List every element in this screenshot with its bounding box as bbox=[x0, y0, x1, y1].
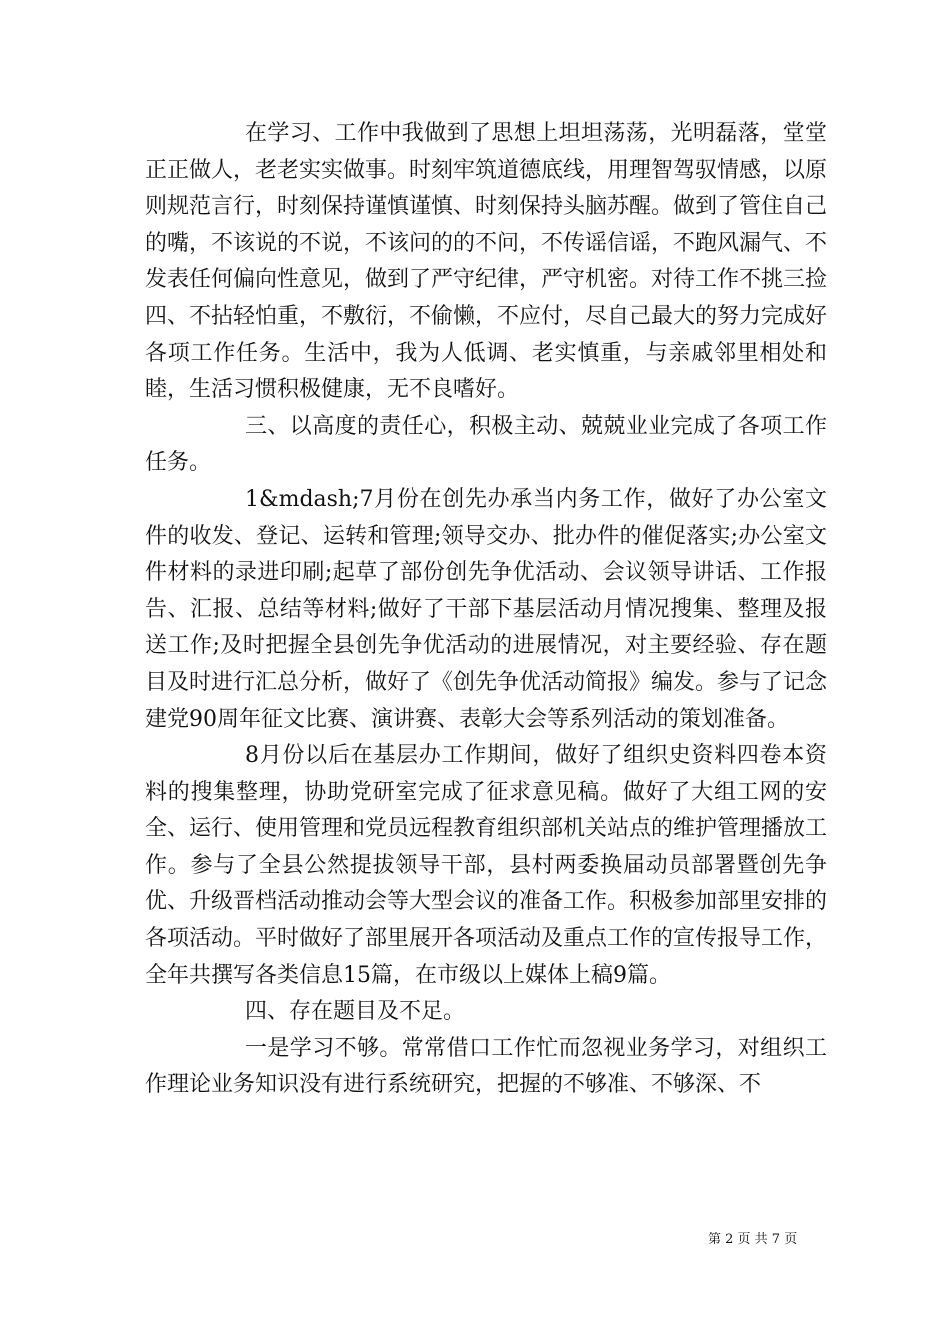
paragraph-aug-onward-work: 8月份以后在基层办工作期间，做好了组织史资料四卷本资料的搜集整理，协助党研室完成了征求意见稿。做好了大组工网的安全、运行、使用管理和党员远程教育组织部机关站点的维护管理播放工作。参与了全县公然提拔领导干部，县村两委换届动员部署暨创先争优、升级晋档活动推动会等大型会议的准备工作。积极参加部里安排的各项活动。平时做好了部里展开各项活动及重点工作的宣传报导工作，全年共撰写各类信息15篇，在市级以上媒体上稿9篇。 bbox=[145, 743, 828, 988]
paragraph-conduct: 在学习、工作中我做到了思想上坦坦荡荡，光明磊落，堂堂正正做人，老老实实做事。时刻牢筑道德底线，用理智驾驭情感，以原则规范言行，时刻保持谨慎谨慎、时刻保持头脑苏醒。做到了管住自己的嘴，不该说的不说，不该问的的不问，不传谣信谣，不跑风漏气、不发表任何偏向性意见，做到了严守纪律，严守机密。对待工作不挑三捡四、不拈轻怕重，不敷衍，不偷懒，不应付，尽自己最大的努力完成好各项工作任务。生活中，我为人低调、老实慎重，与亲戚邻里相处和睦，生活习惯积极健康，无不良嗜好。 bbox=[145, 121, 828, 403]
paragraph-section-four-heading: 四、存在题目及不足。 bbox=[245, 999, 466, 1025]
page-number: 第 2 页 共 7 页 bbox=[708, 1232, 798, 1247]
paragraph-section-three-heading: 三、以高度的责任心，积极主动、兢兢业业完成了各项工作任务。 bbox=[145, 413, 827, 476]
document-body bbox=[145, 116, 827, 1104]
paragraph-jan-jul-work: 1&mdash;7月份在创先办承当内务工作，做好了办公室文件的收发、登记、运转和管理;领导交办、批办件的催促落实;办公室文件材料的录进印刷;起草了部份创先争优活动、会议领导讲话、工作报告、汇报、总结等材料;做好了干部下基层活动月情况搜集、整理及报送工作;及时把握全县创先争优活动的进展情况，对主要经验、存在题目及时进行汇总分析，做好了《创先争优活动简报》编发。参与了记念建党90周年征文比赛、演讲赛、表彰大会等系列活动的策划准备。 bbox=[145, 486, 828, 732]
paragraph-insufficient-study: 一是学习不够。常常借口工作忙而忽视业务学习，对组织工作理论业务知识没有进行系统研究，把握的不够准、不够深、不 bbox=[145, 1035, 827, 1098]
